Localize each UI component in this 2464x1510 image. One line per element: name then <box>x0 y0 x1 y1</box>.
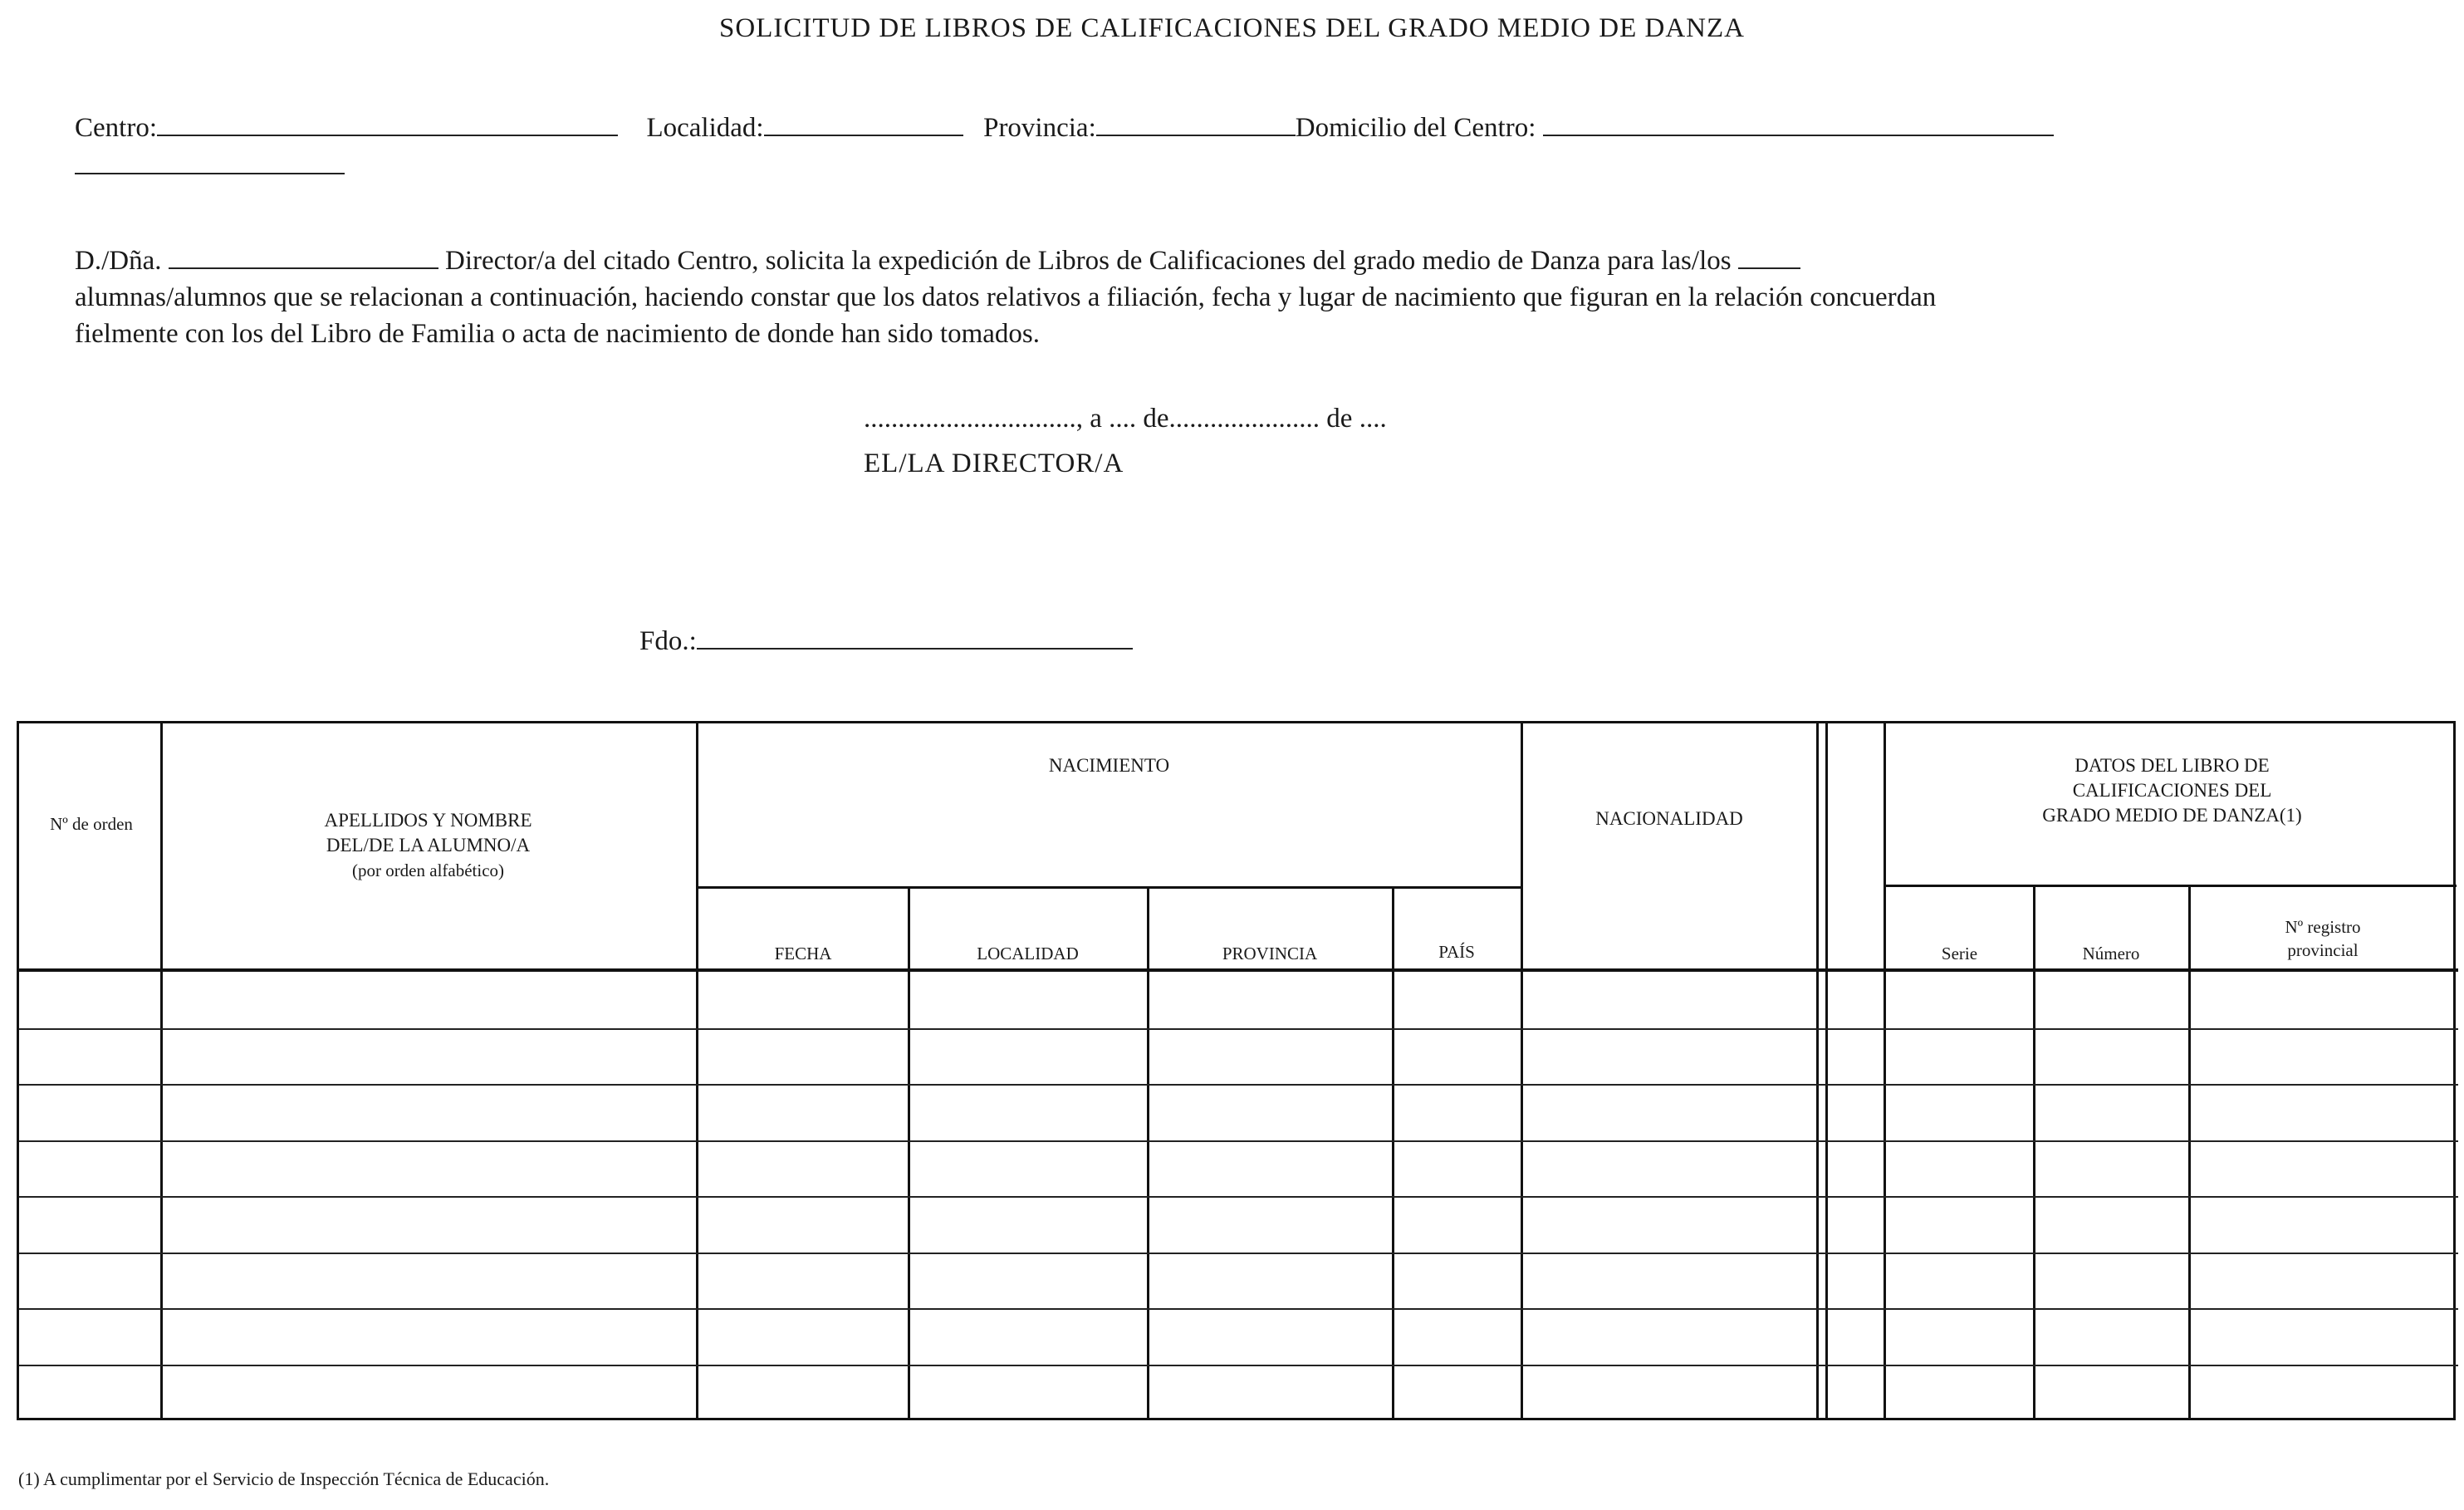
provincia-field[interactable] <box>1096 111 1296 136</box>
director-name-field[interactable] <box>169 244 438 269</box>
localidad-field[interactable] <box>764 111 963 136</box>
students-table <box>17 721 2456 1420</box>
director-label: EL/LA DIRECTOR/A <box>864 449 1124 478</box>
domicilio-label: Domicilio del Centro: <box>1295 113 1536 143</box>
localidad-label: Localidad: <box>646 113 764 143</box>
header-serie: Serie <box>1941 944 1978 963</box>
domicilio-field-continuation[interactable] <box>75 173 345 174</box>
center-info-row <box>75 111 2054 144</box>
table-row[interactable] <box>19 1365 2458 1421</box>
paragraph-body: alumnas/alumnos que se relacionan a continuación, haciendo constar que los datos relativos a filiación, fecha y lugar de nacimiento que figuran en la relación concuerdan fielmente con los del Libro de Familia o acta de nacimiento de donde han sido tomados. <box>75 282 1937 349</box>
centro-field[interactable] <box>157 111 618 136</box>
dona-label: D./Dña. <box>75 246 162 276</box>
form-title: SOLICITUD DE LIBROS DE CALIFICACIONES DEL GRADO MEDIO DE DANZA <box>719 13 1745 43</box>
student-count-field[interactable] <box>1738 244 1800 269</box>
table-row[interactable] <box>19 1084 2458 1140</box>
header-registro-1: Nº registro <box>2285 917 2361 937</box>
subheader-divider <box>696 886 1523 889</box>
header-pais: PAÍS <box>1438 942 1475 962</box>
table-row[interactable] <box>19 1253 2458 1309</box>
request-paragraph <box>75 243 1985 352</box>
date-line[interactable]: ..............................., a .... de...................... de .... <box>864 404 1387 434</box>
table-grid <box>19 723 2453 1418</box>
table-row[interactable] <box>19 1028 2458 1085</box>
table-row[interactable] <box>19 1196 2458 1253</box>
header-numero: Número <box>2082 944 2140 963</box>
signature-row <box>639 625 1133 657</box>
signature-field[interactable] <box>697 625 1133 650</box>
centro-label: Centro: <box>75 113 157 143</box>
header-localidad: LOCALIDAD <box>977 944 1079 963</box>
header-nombre-2: DEL/DE LA ALUMNO/A <box>326 835 531 856</box>
domicilio-field[interactable] <box>1543 111 2054 136</box>
paragraph-line-1: Director/a del citado Centro, solicita la expedición de Libros de Calificaciones del grado medio de Danza para las/los <box>444 246 1732 276</box>
footnote: (1) A cumplimentar por el Servicio de Inspección Técnica de Educación. <box>18 1468 550 1489</box>
provincia-label: Provincia: <box>983 113 1096 143</box>
header-nacionalidad: NACIONALIDAD <box>1595 808 1743 829</box>
subheader-divider <box>1884 885 2457 887</box>
table-row[interactable] <box>19 972 2458 1028</box>
table-row[interactable] <box>19 1140 2458 1197</box>
header-nombre-1: APELLIDOS Y NOMBRE <box>324 810 532 831</box>
header-libro-2: CALIFICACIONES DEL <box>2072 780 2272 801</box>
header-registro-2: provincial <box>2287 940 2359 960</box>
header-orden: Nº de orden <box>50 814 133 834</box>
signature-label: Fdo.: <box>639 626 697 656</box>
header-nombre-3: (por orden alfabético) <box>351 860 505 880</box>
header-provincia: PROVINCIA <box>1222 944 1318 963</box>
header-libro-3: GRADO MEDIO DE DANZA(1) <box>2042 805 2302 826</box>
header-fecha: FECHA <box>774 944 832 963</box>
header-nacimiento: NACIMIENTO <box>1048 755 1170 776</box>
table-row[interactable] <box>19 1308 2458 1365</box>
header-libro-1: DATOS DEL LIBRO DE <box>2075 755 2270 776</box>
